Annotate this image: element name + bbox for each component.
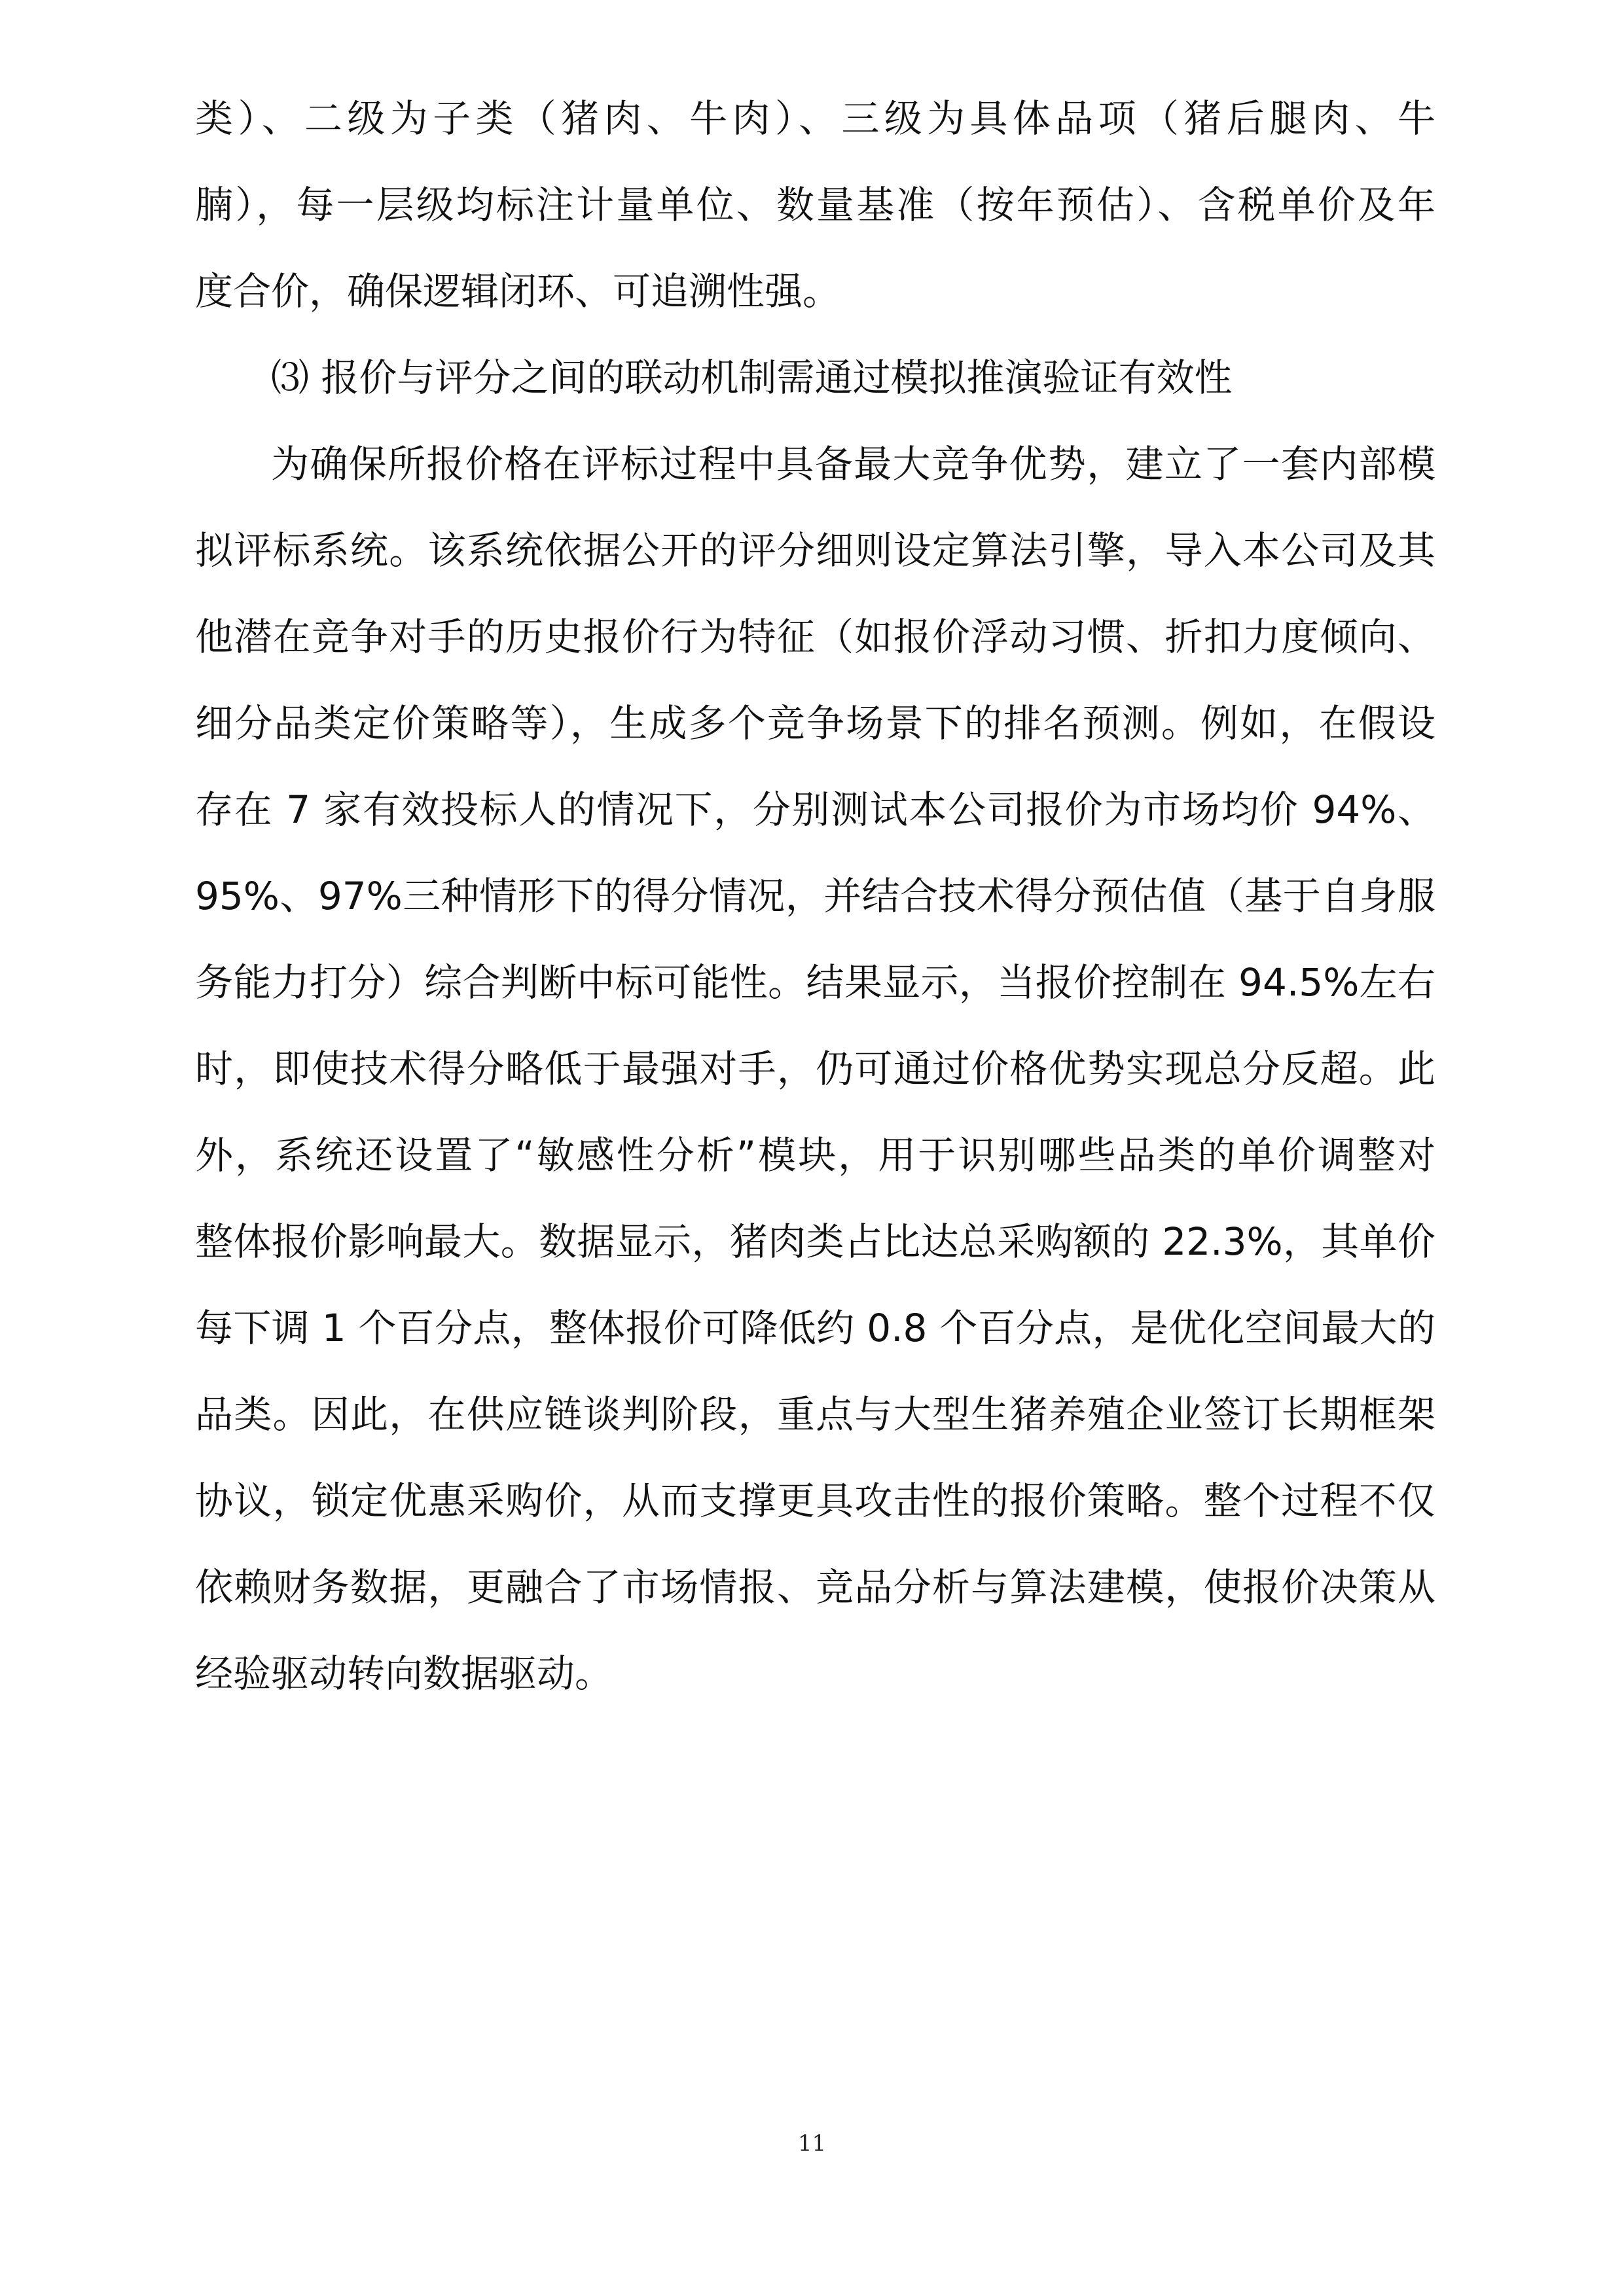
text-line: 细分品类定价策略等），生成多个竞争场景下的排名预测。例如，在假设 [195,701,1435,745]
text-line: 95%、97%三种情形下的得分情况，并结合技术得分预估值（基于自身服 [195,874,1435,918]
text-line: 经验驱动转向数据驱动。 [195,1651,613,1696]
text-line: 拟评标系统。该系统依据公开的评分细则设定算法引擎，导入本公司及其 [195,528,1435,573]
text-line: 协议，锁定优惠采购价，从而支撑更具攻击性的报价策略。整个过程不仅 [195,1479,1435,1523]
text-line: 为确保所报价格在评标过程中具备最大竞争优势，建立了一套内部模 [271,442,1435,486]
body-text [195,75,1435,1717]
page-number: 11 [797,2130,827,2157]
text-line: 类）、二级为子类（猪肉、牛肉）、三级为具体品项（猪后腿肉、牛 [195,96,1435,141]
text-line: 务能力打分）综合判断中标可能性。结果显示，当报价控制在 94.5%左右 [195,960,1435,1005]
text-line: 时，即使技术得分略低于最强对手，仍可通过价格优势实现总分反超。此 [195,1047,1435,1091]
text-line: 他潜在竞争对手的历史报价行为特征（如报价浮动习惯、折扣力度倾向、 [195,615,1435,659]
text-line: 整体报价影响最大。数据显示，猪肉类占比达总采购额的 22.3%，其单价 [195,1219,1435,1264]
text-line: 品类。因此，在供应链谈判阶段，重点与大型生猪养殖企业签订长期框架 [195,1392,1435,1437]
text-line: 腩），每一层级均标注计量单位、数量基准（按年预估）、含税单价及年 [195,183,1435,227]
section-heading: ⑶ 报价与评分之间的联动机制需通过模拟推演验证有效性 [271,355,1233,400]
text-line: 存在 7 家有效投标人的情况下，分别测试本公司报价为市场均价 94%、 [195,787,1435,832]
text-line: 每下调 1 个百分点，整体报价可降低约 0.8 个百分点，是优化空间最大的 [195,1306,1435,1350]
text-line: 依赖财务数据，更融合了市场情报、竞品分析与算法建模，使报价决策从 [195,1565,1435,1609]
text-line: 外，系统还设置了“敏感性分析”模块，用于识别哪些品类的单价调整对 [195,1133,1435,1177]
text-line: 度合价，确保逻辑闭环、可追溯性强。 [195,269,841,314]
